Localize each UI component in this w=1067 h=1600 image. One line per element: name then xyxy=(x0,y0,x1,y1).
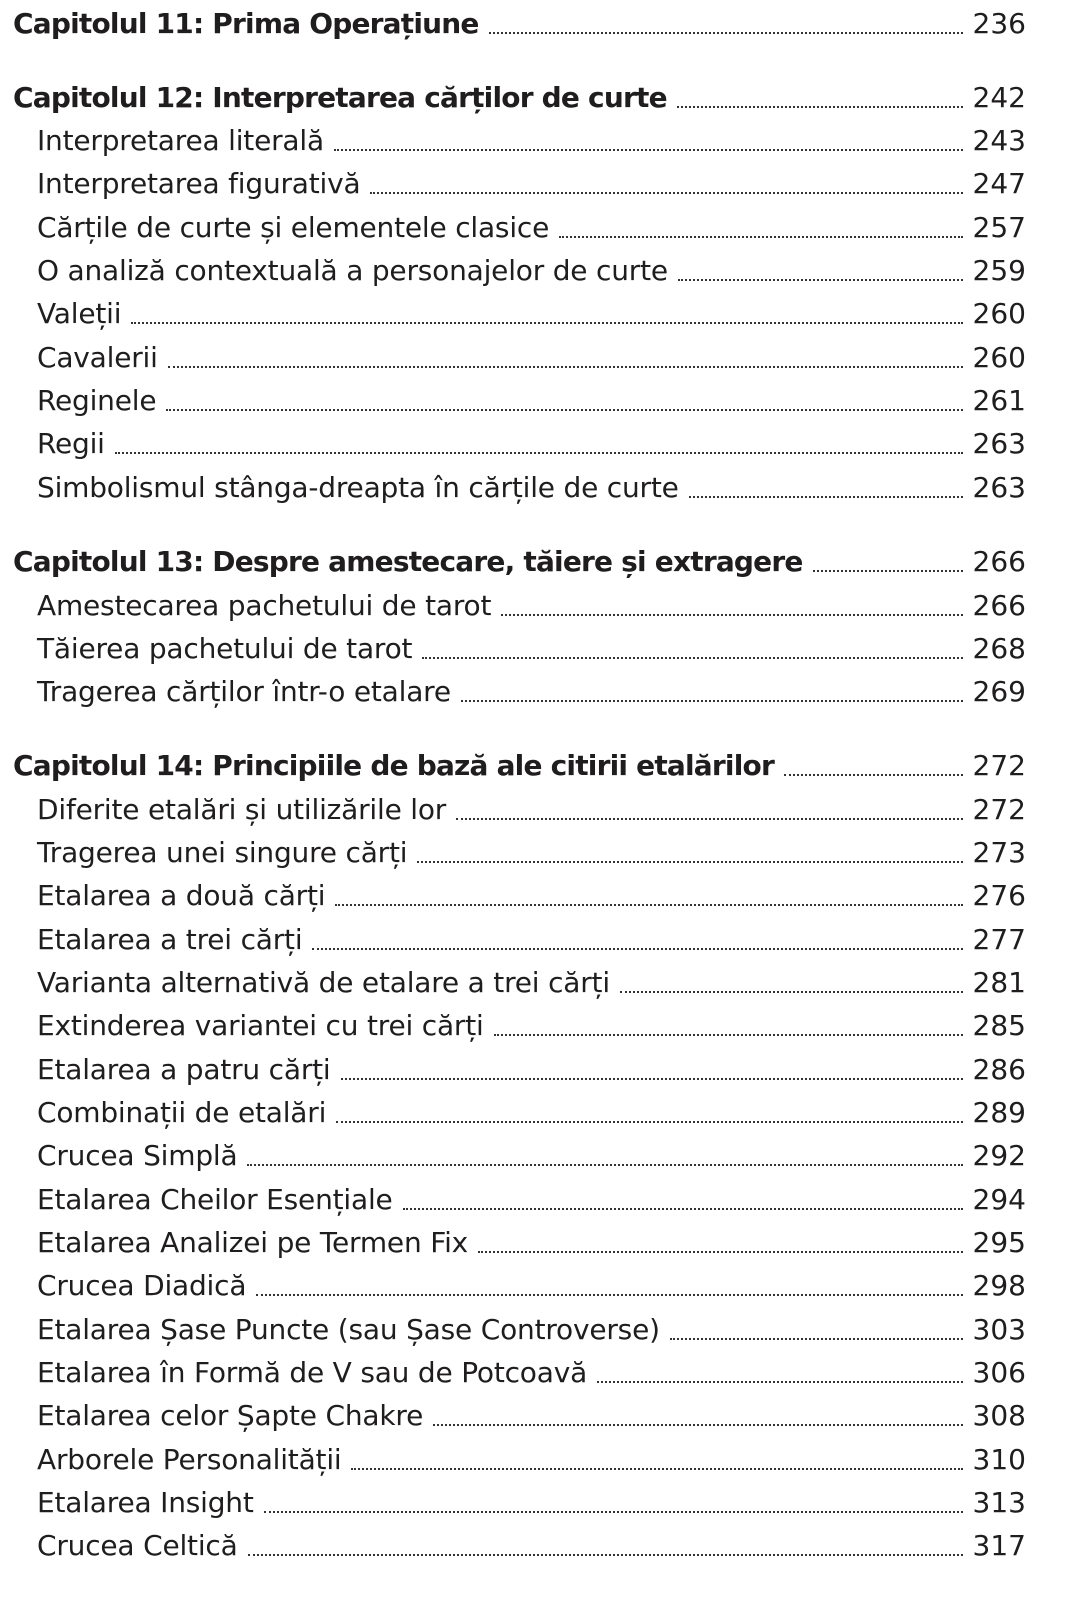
page-number: 317 xyxy=(972,1529,1026,1562)
page-number: 285 xyxy=(972,1009,1026,1042)
section-title: Etalarea Analizei pe Termen Fix xyxy=(37,1226,469,1259)
section-title: Extinderea variantei cu trei cărți xyxy=(37,1009,484,1042)
section-title: Arborele Personalității xyxy=(37,1443,342,1476)
page-number: 269 xyxy=(972,675,1026,708)
dot-leader xyxy=(403,1208,963,1210)
toc-section-entry xyxy=(0,829,1067,873)
page-number: 260 xyxy=(972,297,1026,330)
toc-section-entry xyxy=(0,582,1067,626)
toc-section-entry xyxy=(0,959,1067,1003)
dot-leader xyxy=(461,700,963,702)
dot-leader xyxy=(689,496,963,498)
toc-section-entry xyxy=(0,247,1067,291)
dot-leader xyxy=(456,818,962,820)
dot-leader xyxy=(597,1381,963,1383)
dot-leader xyxy=(478,1251,963,1253)
toc-section-entry xyxy=(0,872,1067,916)
toc-section-entry xyxy=(0,117,1067,161)
toc-chapter-entry xyxy=(0,0,1067,44)
section-title: Varianta alternativă de etalare a trei cărți xyxy=(37,966,610,999)
chapter-title: Capitolul 13: Despre amestecare, tăiere și extragere xyxy=(13,545,803,578)
section-title: Valeții xyxy=(37,297,122,330)
toc-section-entry xyxy=(0,668,1067,712)
dot-leader xyxy=(433,1424,962,1426)
page-number: 286 xyxy=(972,1053,1026,1086)
dot-leader xyxy=(351,1468,962,1470)
toc-section-entry xyxy=(0,1349,1067,1393)
page-number: 260 xyxy=(972,341,1026,374)
dot-leader xyxy=(335,904,962,906)
toc-section-entry xyxy=(0,1522,1067,1566)
dot-leader xyxy=(813,570,963,572)
dot-leader xyxy=(247,1164,962,1166)
dot-leader xyxy=(168,366,963,368)
page-number: 259 xyxy=(972,254,1026,287)
dot-leader xyxy=(422,657,962,659)
toc-section-entry xyxy=(0,1262,1067,1306)
page-number: 263 xyxy=(972,427,1026,460)
dot-leader xyxy=(336,1121,962,1123)
page-number: 289 xyxy=(972,1096,1026,1129)
section-title: Etalarea Insight xyxy=(37,1486,254,1519)
section-title: Etalarea a două cărți xyxy=(37,879,326,912)
page-number: 272 xyxy=(972,749,1026,782)
toc-section-entry xyxy=(0,1132,1067,1176)
section-title: Etalarea celor Șapte Chakre xyxy=(37,1399,424,1432)
section-title: Regii xyxy=(37,427,105,460)
section-title: Simbolismul stânga-dreapta în cărțile de curte xyxy=(37,471,679,504)
page-number: 294 xyxy=(972,1183,1026,1216)
page-number: 273 xyxy=(972,836,1026,869)
page-number: 295 xyxy=(972,1226,1026,1259)
page-number: 298 xyxy=(972,1269,1026,1302)
section-title: Crucea Diadică xyxy=(37,1269,247,1302)
toc-section-entry xyxy=(0,160,1067,204)
toc-section-entry xyxy=(0,464,1067,508)
page-number: 313 xyxy=(972,1486,1026,1519)
toc-section-entry xyxy=(0,1436,1067,1480)
page-number: 247 xyxy=(972,167,1026,200)
section-title: Etalarea în Formă de V sau de Potcoavă xyxy=(37,1356,588,1389)
page-number: 266 xyxy=(972,545,1026,578)
toc-section-entry xyxy=(0,290,1067,334)
page-number: 303 xyxy=(972,1313,1026,1346)
section-title: Tragerea cărților într-o etalare xyxy=(37,675,451,708)
toc-chapter-entry xyxy=(0,74,1067,118)
toc-section-entry xyxy=(0,1046,1067,1090)
section-title: Etalarea a patru cărți xyxy=(37,1053,331,1086)
section-title: Diferite etalări și utilizările lor xyxy=(37,793,447,826)
dot-leader xyxy=(256,1294,962,1296)
section-title: Crucea Simplă xyxy=(37,1139,238,1172)
page-number: 276 xyxy=(972,879,1026,912)
page-number: 281 xyxy=(972,966,1026,999)
chapter-title: Capitolul 12: Interpretarea cărților de curte xyxy=(13,81,667,114)
dot-leader xyxy=(166,409,962,411)
dot-leader xyxy=(677,106,963,108)
dot-leader xyxy=(334,149,963,151)
page-number: 268 xyxy=(972,632,1026,665)
toc-section-entry xyxy=(0,334,1067,378)
dot-leader xyxy=(417,861,962,863)
section-title: Tăierea pachetului de tarot xyxy=(37,632,413,665)
page-number: 272 xyxy=(972,793,1026,826)
chapter-title: Capitolul 11: Prima Operațiune xyxy=(13,7,479,40)
section-title: Tragerea unei singure cărți xyxy=(37,836,408,869)
toc-section-entry xyxy=(0,1392,1067,1436)
page-number: 292 xyxy=(972,1139,1026,1172)
toc-chapter-entry xyxy=(0,742,1067,786)
page-number: 266 xyxy=(972,589,1026,622)
dot-leader xyxy=(312,948,962,950)
dot-leader xyxy=(670,1338,963,1340)
page-number: 261 xyxy=(972,384,1026,417)
dot-leader xyxy=(370,192,962,194)
toc-section-entry xyxy=(0,1176,1067,1220)
toc-section-entry xyxy=(0,204,1067,248)
section-title: Cavalerii xyxy=(37,341,158,374)
section-title: Combinații de etalări xyxy=(37,1096,327,1129)
toc-section-entry xyxy=(0,1306,1067,1350)
section-title: Etalarea a trei cărți xyxy=(37,923,303,956)
toc-section-entry xyxy=(0,420,1067,464)
page-number: 306 xyxy=(972,1356,1026,1389)
page-number: 310 xyxy=(972,1443,1026,1476)
section-title: Cărțile de curte și elementele clasice xyxy=(37,211,550,244)
page-number: 236 xyxy=(972,7,1026,40)
toc-section-entry xyxy=(0,1089,1067,1133)
toc-section-entry xyxy=(0,625,1067,669)
toc-section-entry xyxy=(0,916,1067,960)
page-number: 277 xyxy=(972,923,1026,956)
toc-section-entry xyxy=(0,786,1067,830)
toc-chapter-entry xyxy=(0,538,1067,582)
dot-leader xyxy=(620,991,963,993)
page-number: 308 xyxy=(972,1399,1026,1432)
dot-leader xyxy=(131,322,962,324)
section-title: Etalarea Cheilor Esențiale xyxy=(37,1183,393,1216)
dot-leader xyxy=(494,1034,963,1036)
dot-leader xyxy=(784,774,963,776)
section-title: Amestecarea pachetului de tarot xyxy=(37,589,492,622)
dot-leader xyxy=(501,614,962,616)
page-number: 257 xyxy=(972,211,1026,244)
page-number: 242 xyxy=(972,81,1026,114)
section-title: O analiză contextuală a personajelor de curte xyxy=(37,254,668,287)
dot-leader xyxy=(248,1554,963,1556)
toc-section-entry xyxy=(0,377,1067,421)
page-number: 263 xyxy=(972,471,1026,504)
dot-leader xyxy=(264,1511,963,1513)
section-title: Reginele xyxy=(37,384,157,417)
dot-leader xyxy=(115,452,963,454)
section-title: Etalarea Șase Puncte (sau Șase Controverse) xyxy=(37,1313,660,1346)
toc-section-entry xyxy=(0,1219,1067,1263)
dot-leader xyxy=(559,236,962,238)
dot-leader xyxy=(341,1078,963,1080)
chapter-title: Capitolul 14: Principiile de bază ale citirii etalărilor xyxy=(13,749,774,782)
section-title: Interpretarea literală xyxy=(37,124,324,157)
dot-leader xyxy=(489,32,963,34)
section-title: Interpretarea figurativă xyxy=(37,167,361,200)
dot-leader xyxy=(678,279,963,281)
page-number: 243 xyxy=(972,124,1026,157)
section-title: Crucea Celtică xyxy=(37,1529,238,1562)
toc-section-entry xyxy=(0,1002,1067,1046)
toc-section-entry xyxy=(0,1479,1067,1523)
